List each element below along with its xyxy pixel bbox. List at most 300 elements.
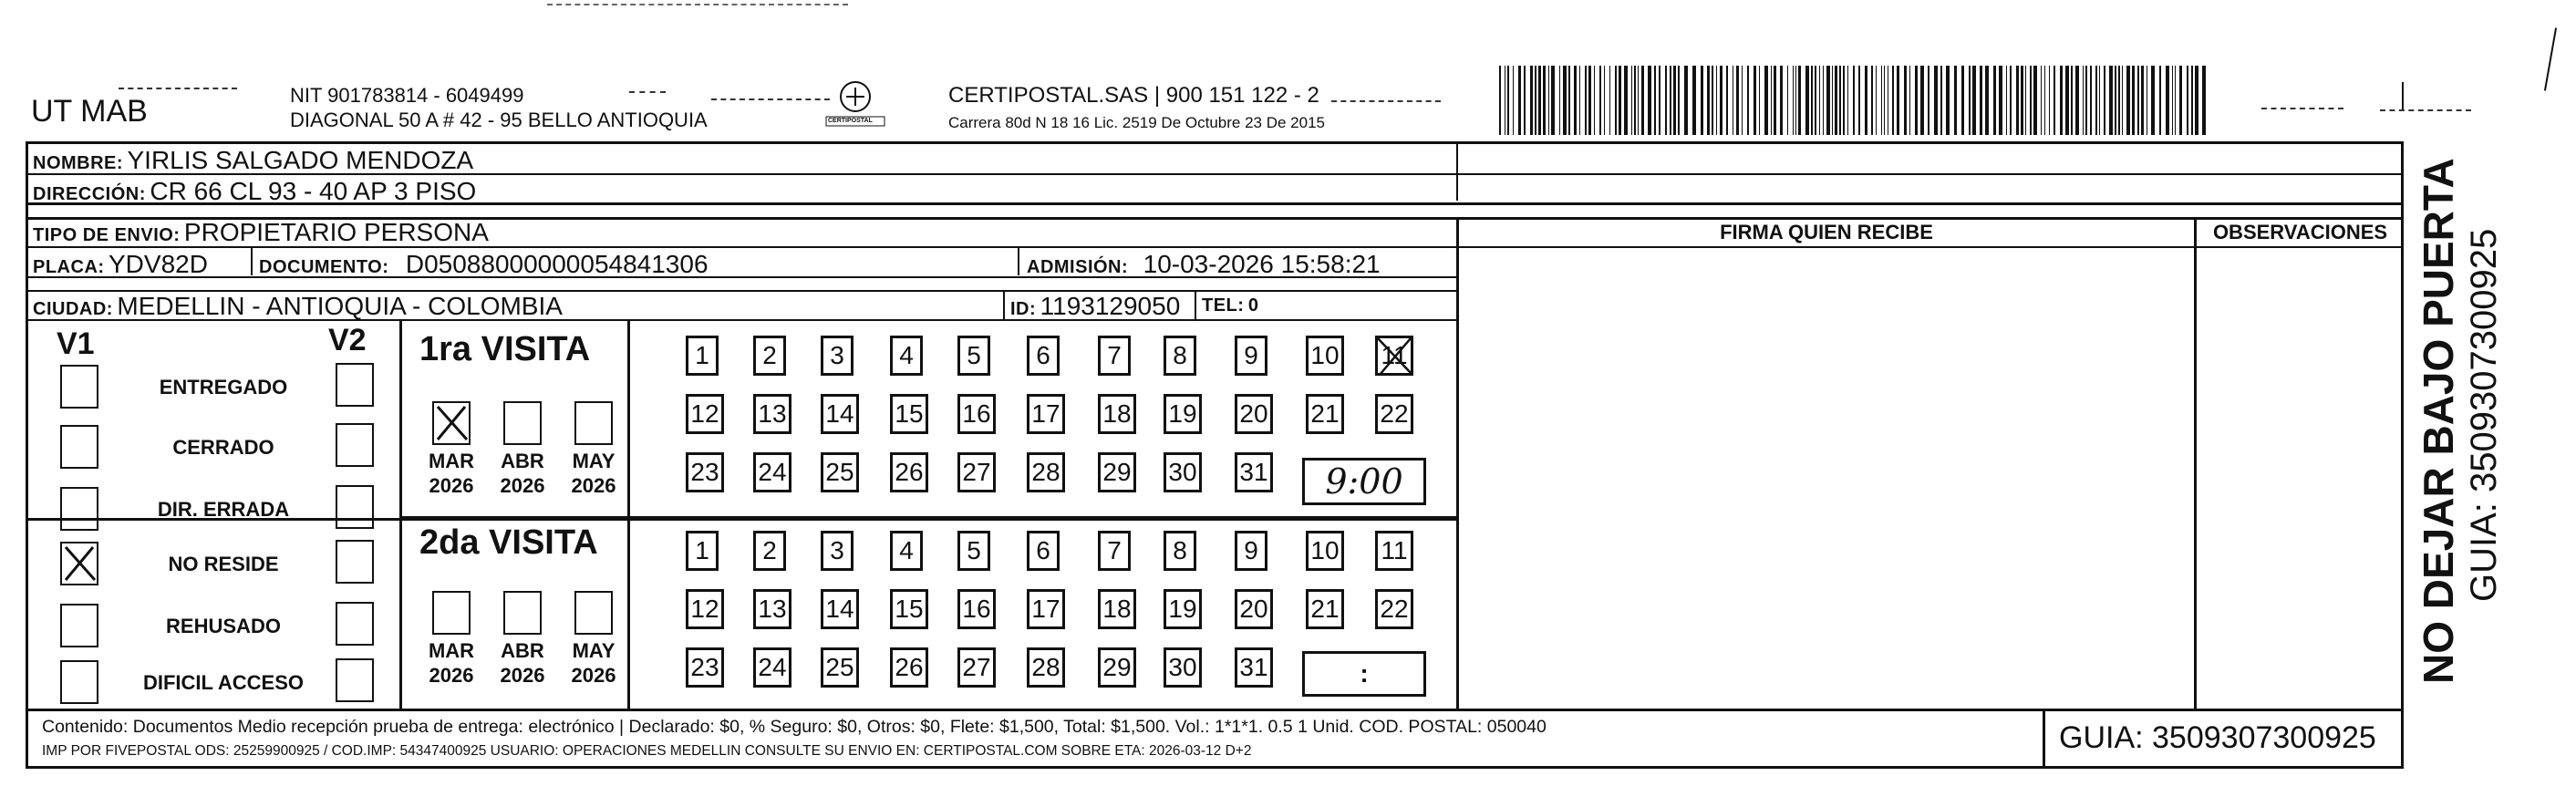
tipo-label: TIPO DE ENVIO: [33,225,181,245]
day-number: 28 [1031,653,1060,681]
day-box[interactable] [957,452,996,492]
status-label: DIFICIL ACCESO [142,671,304,694]
barcode-bar [1585,66,1587,135]
tipo-row [33,218,489,247]
day-box[interactable] [890,589,928,629]
direccion-value: CR 66 CL 93 - 40 AP 3 PISO [150,177,477,205]
barcode-bar [1579,66,1580,135]
barcode-bar [2179,66,2182,135]
barcode-bar [1530,66,1533,135]
barcode-bar [1909,66,1910,135]
barcode-bar [1624,66,1628,135]
barcode-bar [1759,66,1760,135]
day-box[interactable] [753,531,786,571]
day-number: 27 [962,653,991,681]
month-year: 2026 [571,474,616,497]
tel-label: TEL: [1202,295,1245,316]
barcode-bar [2187,66,2188,135]
day-number: 20 [1239,595,1268,623]
day-box[interactable] [821,531,853,571]
footer-print-info: IMP POR FIVEPOSTAL ODS: 25259900925 / COD.IMP: 54347400925 USUARIO: OPERACIONES MEDELLIN CONSULTE SU ENVIO EN: CERTIPOSTAL.COM SOBRE ETA: 2026-03-12 D+2 [42,743,1252,759]
barcode-bar [1548,66,1549,135]
barcode-bar [1726,66,1728,135]
month-year: 2026 [500,474,545,497]
footer-guia: GUIA: 3509307300925 [2059,720,2376,755]
day-number: 20 [1239,399,1268,428]
v2-checkbox[interactable] [336,602,374,646]
firma-area[interactable] [1460,249,2193,708]
barcode-bar [1811,66,1813,135]
barcode-bar [2065,66,2069,135]
first-visit-time-box[interactable] [1302,458,1426,505]
status-label: DIR. ERRADA [157,498,290,521]
day-box[interactable] [957,589,996,629]
day-number: 16 [962,595,991,623]
barcode-bar [1795,66,1796,135]
barcode-bar [1793,66,1794,135]
day-box[interactable] [1027,647,1065,688]
barcode-bar [1961,66,1964,135]
barcode-bar [1969,66,1971,135]
barcode-bar [2041,66,2042,135]
barcode-bar [1940,66,1942,135]
day-number: 11 [1381,536,1408,564]
day-number: 21 [1310,595,1340,623]
barcode-bar [1764,66,1768,135]
v2-header: V2 [328,323,367,357]
barcode-bar [1524,66,1526,135]
barcode-bar [1747,66,1749,135]
barcode-bar [1631,66,1632,135]
barcode-bar [1499,66,1501,135]
day-number: 25 [825,653,854,681]
day-box[interactable] [821,452,859,492]
month-name: MAR [428,450,475,472]
barcode-bar [1594,66,1595,135]
day-number: 22 [1380,595,1409,623]
day-number: 14 [825,399,854,428]
barcode-bar [1915,66,1918,135]
v2-checkbox[interactable] [336,485,374,529]
barcode-bar [1847,66,1848,135]
month-checkbox[interactable] [503,401,542,445]
day-box[interactable] [1164,394,1202,434]
day-box[interactable] [753,589,791,629]
day-number: 22 [1380,399,1409,428]
header-dashes [2380,109,2471,111]
day-number: 7 [1107,536,1122,564]
placa-label: PLACA: [33,257,105,277]
nombre-value: YIRLIS SALGADO MENDOZA [127,146,474,174]
firma-header: FIRMA QUIEN RECIBE [1720,221,1933,243]
day-number: 30 [1168,653,1197,681]
ciudad-row [33,292,563,321]
day-box[interactable] [1235,647,1273,688]
month-label [562,449,626,498]
day-box[interactable] [890,647,928,688]
day-number: 25 [825,458,854,486]
barcode-bar [1599,66,1601,135]
day-box[interactable] [686,336,719,376]
day-box[interactable] [1098,394,1136,434]
barcode-bar [2030,66,2032,135]
day-number: 15 [895,399,924,428]
day-number: 2 [762,341,777,369]
status-label: REHUSADO [166,615,281,637]
day-box[interactable] [957,394,996,434]
day-number: 7 [1107,341,1122,369]
barcode-bar [2060,66,2063,135]
day-box[interactable] [1098,647,1136,688]
barcode-bar [2115,66,2116,135]
v1-checkbox[interactable] [60,425,98,469]
day-number: 9 [1244,341,1258,369]
barcode-bar [1934,66,1938,135]
day-number: 23 [690,653,719,681]
barcode-bar [1972,66,1976,135]
day-box[interactable] [1098,589,1136,629]
barcode-bar [1574,66,1577,135]
footer-contents: Contenido: Documentos Medio recepción prueba de entrega: electrónico | Declarado: $0, % Seguro: $0, Otros: $0, Flete: $1,500, Total: $1,500. Vol.: 1*1*1. 0.5 1 Unid. COD. POSTAL: 050040 [42,717,1547,737]
id-value: 1193129050 [1040,292,1181,320]
header-dashes [711,98,830,100]
day-box[interactable] [1098,531,1131,571]
v1-checkbox[interactable] [60,604,98,647]
placa-value: YDV82D [109,250,208,278]
day-number: 3 [830,536,844,564]
day-number: 17 [1031,399,1060,428]
barcode-bar [1871,66,1873,135]
month-label [562,638,626,688]
second-visit-time-box[interactable] [1302,651,1426,697]
barcode-bar [2191,66,2193,135]
day-box[interactable] [686,531,719,571]
barcode-bar [2090,66,2092,135]
barcode-bar [1648,66,1651,135]
barcode-bar [1670,66,1671,135]
month-name: ABR [501,639,544,662]
day-box[interactable] [1375,394,1413,434]
day-box[interactable] [686,589,724,629]
month-checkbox[interactable] [432,591,471,635]
day-box[interactable] [957,647,996,688]
day-box[interactable] [1306,531,1344,571]
day-box[interactable] [1164,452,1202,492]
barcode-bar [1659,66,1660,135]
barcode-bar [2006,66,2007,135]
observaciones-header: OBSERVACIONES [2212,221,2388,243]
v2-checkbox[interactable] [336,363,374,407]
day-number: 28 [1031,458,1060,486]
barcode-bar [1853,66,1855,135]
month-label [419,638,483,688]
ciudad-label: CIUDAD: [33,299,113,319]
day-number: 15 [895,595,924,623]
day-box[interactable] [1098,336,1131,376]
barcode-bar [1654,66,1656,135]
day-box[interactable] [1164,336,1196,376]
placa-row [33,250,208,279]
day-box[interactable] [890,452,928,492]
barcode-bar [1513,66,1514,135]
v1-checkbox[interactable] [60,542,98,585]
day-number: 19 [1168,595,1197,623]
month-label [491,638,554,688]
checked-mark-icon [434,403,471,443]
v1-checkbox[interactable] [60,660,98,704]
documento-label: DOCUMENTO: [259,257,389,277]
barcode-bar [1892,66,1894,135]
checked-mark-icon [62,543,97,588]
day-number: 2 [762,536,777,564]
barcode-bar [2025,66,2026,135]
barcode-bar [1771,66,1772,135]
tel-row [1202,295,1259,316]
day-box[interactable] [1027,531,1060,571]
sender-address: DIAGONAL 50 A # 42 - 95 BELLO ANTIOQUIA [290,109,708,131]
logo-text: CERTIPOSTAL [828,118,873,124]
barcode-bar [1946,66,1950,135]
v1-checkbox[interactable] [60,365,98,409]
v1-header: V1 [57,326,95,361]
day-number: 29 [1102,653,1132,681]
barcode-bar [1701,66,1703,135]
company-license: Carrera 80d N 18 16 Lic. 2519 De Octubre 23 De 2015 [948,114,1325,131]
admision-row [1027,250,1381,279]
day-number: 1 [695,536,709,564]
barcode-bar [2010,66,2012,135]
day-number: 24 [758,458,787,486]
day-number: 12 [690,399,719,428]
day-box[interactable] [1306,336,1344,376]
status-label: NO RESIDE [168,553,279,575]
documento-row [259,250,709,279]
admision-value: 10-03-2026 15:58:21 [1143,250,1381,278]
day-box[interactable] [1375,336,1413,376]
day-number: 13 [758,399,787,428]
day-box[interactable] [1164,589,1202,629]
day-number: 6 [1036,341,1050,369]
day-box[interactable] [686,647,724,688]
day-box[interactable] [1027,589,1065,629]
barcode-bar [1787,66,1788,135]
day-number: 14 [825,595,854,623]
barcode-bar [1839,66,1841,135]
barcode-bar [1716,66,1717,135]
barcode-bar [1609,66,1610,135]
month-checkbox[interactable] [574,401,613,445]
top-edge-mark [547,4,848,5]
month-year: 2026 [571,664,616,687]
day-box[interactable] [1098,452,1136,492]
day-box[interactable] [1164,531,1196,571]
day-box[interactable] [1235,336,1267,376]
id-row [1010,292,1180,321]
barcode-bar [2137,66,2139,135]
barcode-bar [1543,66,1546,135]
month-name: ABR [501,450,544,472]
side-guia: GUIA: 3509307300925 [2464,228,2504,602]
day-box[interactable] [1306,589,1344,629]
barcode-bar [1535,66,1536,135]
barcode-bar [2132,66,2135,135]
day-number: 16 [962,399,991,428]
barcode-bar [1742,66,1743,135]
day-box[interactable] [1306,394,1344,434]
day-number: 30 [1168,458,1197,486]
direccion-row [33,177,476,206]
day-number: 5 [967,536,981,564]
barcode-bar [1507,66,1509,135]
barcode-bar [1826,66,1830,135]
day-number: 27 [962,458,991,486]
barcode-bar [2202,66,2206,135]
barcode [1495,66,2216,139]
header-dashes [119,88,237,89]
barcode-bar [1897,66,1899,135]
day-box[interactable] [821,647,859,688]
day-number: 18 [1102,399,1132,428]
day-number: 11 [1381,341,1408,369]
second-visit-title: 2da VISITA [419,523,598,562]
ciudad-value: MEDELLIN - ANTIOQUIA - COLOMBIA [117,292,563,320]
barcode-bar [2151,66,2155,135]
barcode-bar [2104,66,2105,135]
barcode-bar [2083,66,2084,135]
barcode-bar [1865,66,1867,135]
day-box[interactable] [890,336,923,376]
barcode-bar [2085,66,2087,135]
day-box[interactable] [1375,589,1413,629]
barcode-bar [1619,66,1621,135]
header-dashes [629,91,666,93]
day-box[interactable] [1164,647,1202,688]
day-box[interactable] [1027,452,1065,492]
barcode-bar [1559,66,1560,135]
day-number: 31 [1239,653,1268,681]
barcode-bar [1563,66,1567,135]
barcode-bar [1588,66,1591,135]
day-number: 9 [1244,536,1258,564]
barcode-bar [1954,66,1957,135]
day-box[interactable] [753,394,791,434]
barcode-bar [1843,66,1845,135]
day-box[interactable] [1375,531,1413,571]
barcode-bar [1993,66,1996,135]
month-checkbox[interactable] [432,401,471,445]
day-box[interactable] [821,589,859,629]
day-box[interactable] [821,394,859,434]
day-box[interactable] [1027,394,1065,434]
day-number: 29 [1102,458,1132,486]
tipo-value: PROPIETARIO PERSONA [183,218,489,246]
nombre-row [33,146,473,175]
day-number: 23 [690,458,719,486]
barcode-bar [1928,66,1929,135]
day-box[interactable] [890,394,928,434]
day-box[interactable] [686,394,724,434]
day-number: 6 [1036,536,1050,564]
id-label: ID: [1010,299,1037,319]
day-box[interactable] [753,336,786,376]
v2-checkbox[interactable] [336,658,374,702]
day-box[interactable] [957,336,990,376]
barcode-bar [1798,66,1801,135]
day-box[interactable] [1235,589,1273,629]
barcode-bar [2195,66,2198,135]
certipostal-logo [810,78,901,137]
barcode-bar [1904,66,1907,135]
v2-checkbox[interactable] [336,423,374,467]
status-label: ENTREGADO [159,376,288,398]
sender-nit: NIT 901783814 - 6049499 [290,84,524,107]
documento-value: D05088000000054841306 [405,250,709,278]
checked-mark-icon [1376,336,1414,377]
barcode-bar [2099,66,2100,135]
barcode-bar [1819,66,1820,135]
sender-name: UT MAB [31,94,148,129]
day-number: 26 [895,653,924,681]
day-box[interactable] [753,452,791,492]
barcode-bar [1518,66,1521,135]
day-box[interactable] [957,531,990,571]
barcode-bar [1615,66,1617,135]
day-number: 4 [899,341,914,369]
header-dashes [2261,108,2343,109]
month-name: MAY [572,639,616,662]
day-number: 10 [1310,536,1340,564]
barcode-bar [2049,66,2050,135]
day-number: 1 [695,341,709,369]
barcode-bar [2021,66,2023,135]
barcode-bar [2126,66,2130,135]
edge-mark [2544,27,2557,90]
observaciones-area[interactable] [2198,249,2403,708]
month-name: MAR [428,639,475,662]
month-checkbox[interactable] [574,591,613,635]
barcode-bar [2109,66,2113,135]
barcode-bar [1876,66,1877,135]
barcode-bar [1920,66,1924,135]
day-box[interactable] [1027,336,1060,376]
day-number: 4 [899,536,914,564]
v2-checkbox[interactable] [336,540,374,584]
day-box[interactable] [890,531,923,571]
barcode-bar [1858,66,1860,135]
day-box[interactable] [821,336,853,376]
day-box[interactable] [1235,394,1273,434]
barcode-bar [1832,66,1833,135]
day-box[interactable] [753,647,791,688]
month-year: 2026 [500,664,545,687]
day-box[interactable] [1235,452,1273,492]
v1-checkbox[interactable] [60,487,98,531]
day-number: 3 [830,341,844,369]
day-box[interactable] [1235,531,1267,571]
barcode-bar [1985,66,1989,135]
barcode-bar [2159,66,2161,135]
barcode-bar [1538,66,1541,135]
barcode-bar [1884,66,1885,135]
barcode-bar [1551,66,1555,135]
barcode-bar [2122,66,2123,135]
nombre-label: NOMBRE: [33,153,124,173]
barcode-bar [1665,66,1667,135]
month-name: MAY [572,450,616,472]
month-checkbox[interactable] [503,591,542,635]
status-label: CERRADO [172,436,274,459]
day-box[interactable] [686,452,724,492]
